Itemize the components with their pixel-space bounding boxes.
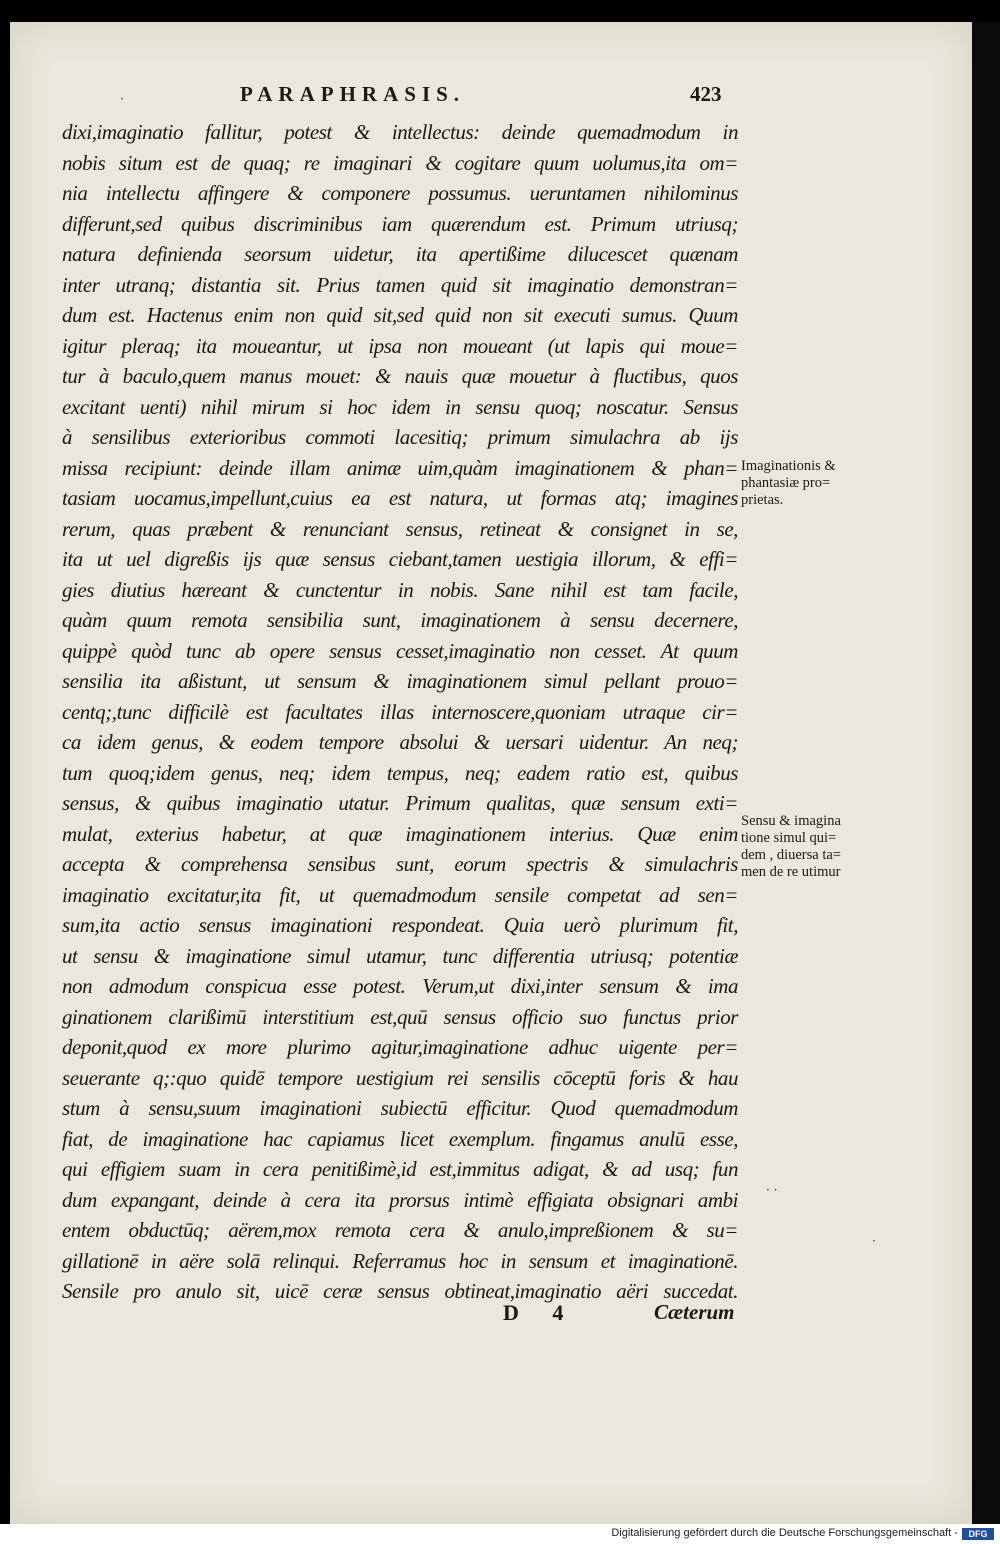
body-text xyxy=(62,117,738,1307)
text-line: entem obductūq; aërem,mox remota cera & anulo,impreßionem & su= xyxy=(62,1218,738,1242)
text-line: ut sensu & imaginatione simul utamur, tunc differentia utriusq; potentiæ xyxy=(62,943,738,968)
text-line: qui effigiem suam in cera penitißimè,id est,immitus adigat, & ad usq; fun xyxy=(62,1157,738,1181)
marginal-note-line: prietas. xyxy=(741,492,784,508)
digitization-credit: Digitalisierung gefördert durch die Deutsche Forschungsgemeinschaft - xyxy=(611,1527,958,1539)
text-line: Sensile pro anulo sit, uicē ceræ sensus obtineat,imaginatio aëri succedat. xyxy=(62,1279,738,1303)
text-line: seuerante q;:quo quidē tempore uestigium rei sensilis cōceptū foris & hau xyxy=(62,1065,738,1090)
text-line: centq;,tunc difficilè est facultates illas internoscere,quoniam utraque cir= xyxy=(62,699,738,724)
text-line: igitur pleraq; ita moueantur, ut ipsa non moueant (ut lapis qui moue= xyxy=(62,333,738,358)
text-line: tur à baculo,quem manus mouet: & nauis quæ mouetur à fluctibus, quos xyxy=(62,364,738,388)
text-line: quàm quum remota sensibilia sunt, imaginationem à sensu decernere, xyxy=(62,608,738,632)
text-line: excitant uenti) nihil mirum si hoc idem in sensu quoq; noscatur. Sensus xyxy=(62,394,738,419)
dfg-logo-icon: DFG xyxy=(962,1528,994,1540)
decorative-mark: · xyxy=(872,1234,876,1248)
text-line: dum expangant, deinde à cera ita prorsus intimè effigiata obsignari ambi xyxy=(62,1187,738,1212)
text-line: rerum, quas præbent & renunciant sensus, retineat & consignet in se, xyxy=(62,516,738,541)
text-line: sum,ita actio sensus imaginationi respondeat. Quia uerò plurimum fit, xyxy=(62,913,738,937)
text-line: fiat, de imaginatione hac capiamus licet exemplum. fingamus anulū esse, xyxy=(62,1126,738,1151)
text-line: deponit,quod ex more plurimo agitur,imaginatione adhuc uigente per= xyxy=(62,1035,738,1059)
marginal-note-line: Imaginationis & xyxy=(741,458,836,474)
marginal-note-line: tione simul qui= xyxy=(741,830,837,846)
text-line: à sensilibus exterioribus commoti lacesitiq; primum simulachra ab ijs xyxy=(62,425,738,449)
decorative-mark: · xyxy=(120,92,124,106)
text-line: inter utranq; distantia sit. Prius tamen quid sit imaginatio demonstran= xyxy=(62,272,738,297)
text-line: tasiam uocamus,impellunt,cuius ea est natura, ut formas atq; imagines xyxy=(62,486,738,510)
text-line: non admodum conspicua esse potest. Verum,ut dixi,inter sensum & ima xyxy=(62,974,738,998)
text-line: stum à sensu,suum imaginationi subiectū efficitur. Quod quemadmodum xyxy=(62,1096,738,1120)
running-title: PARAPHRASIS. xyxy=(240,82,466,106)
catchword: Cæterum xyxy=(654,1300,735,1324)
text-line: imaginatio excitatur,ita fit, ut quemadmodum sensile competat ad sen= xyxy=(62,882,738,907)
text-line: missa recipiunt: deinde illam animæ uim,quàm imaginationem & phan= xyxy=(62,455,738,480)
marginal-note-line: dem , diuersa ta= xyxy=(741,847,841,863)
text-line: ita ut uel digreßis ijs quæ sensus ciebant,tamen uestigia illorum, & effi= xyxy=(62,547,738,571)
marginal-note-line: Sensu & imagina xyxy=(741,813,841,829)
text-line: dum est. Hactenus enim non quid sit,sed quid non sit executi sumus. Quum xyxy=(62,303,738,327)
decorative-mark: · · xyxy=(766,1183,778,1197)
signature-mark: D 4 xyxy=(503,1300,578,1325)
text-line: differunt,sed quibus discriminibus iam quærendum est. Primum utriusq; xyxy=(62,211,738,236)
text-line: tum quoq;idem genus, neq; idem tempus, neq; eadem ratio est, quibus xyxy=(62,760,738,785)
text-line: ginationem clarißimū interstitium est,quū sensus officio suo functus prior xyxy=(62,1004,738,1029)
text-line: sensus, & quibus imaginatio utatur. Primum qualitas, quæ sensum exti= xyxy=(62,791,738,815)
text-line: mulat, exterius habetur, at quæ imaginationem interius. Quæ enim xyxy=(62,821,738,846)
marginal-note-1 xyxy=(741,458,881,509)
text-line: ca idem genus, & eodem tempore absolui & uersari uidentur. An neq; xyxy=(62,730,738,754)
page-number: 423 xyxy=(690,82,722,106)
scan-edge xyxy=(972,22,1000,1524)
text-line: quippè quòd tunc ab opere sensus cesset,imaginatio non cesset. At quum xyxy=(62,638,738,663)
text-line: gillationē in aëre solā relinqui. Referramus hoc in sensum et imaginationē. xyxy=(62,1248,738,1273)
text-line: gies diutius hæreant & cunctentur in nobis. Sane nihil est tam facile, xyxy=(62,577,738,602)
text-line: nobis situm est de quaq; re imaginari & cogitare quum uolumus,ita om= xyxy=(62,150,738,175)
text-line: natura definienda seorsum uidetur, ita apertißime dilucescet quænam xyxy=(62,242,738,266)
text-line: nia intellectu affingere & componere possumus. ueruntamen nihilominus xyxy=(62,181,738,205)
marginal-note-line: men de re utimur xyxy=(741,864,841,880)
text-line: accepta & comprehensa sensibus sunt, eorum spectris & simulachris xyxy=(62,852,738,876)
marginal-note-line: phantasiæ pro= xyxy=(741,475,831,491)
marginal-note-2 xyxy=(741,813,881,881)
text-line: dixi,imaginatio fallitur, potest & intellectus: deinde quemadmodum in xyxy=(62,120,738,144)
text-line: sensilia ita aßistunt, ut sensum & imaginationem simul pellant prouo= xyxy=(62,669,738,693)
